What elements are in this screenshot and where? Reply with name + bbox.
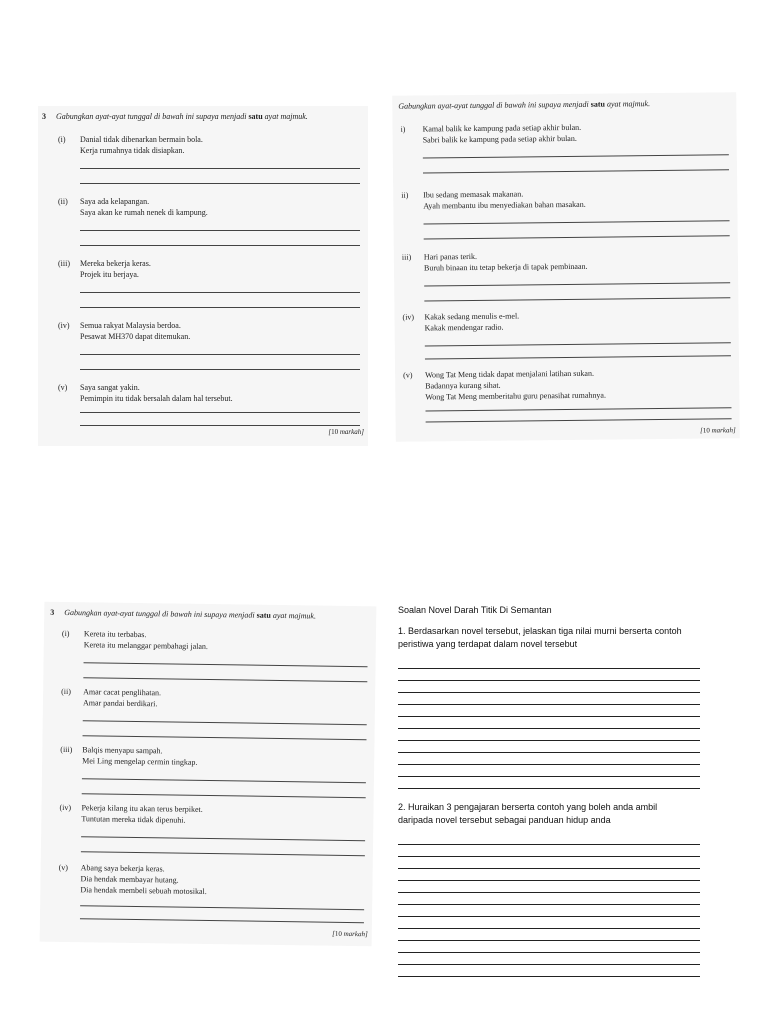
sentence: Ibu sedang memasak makanan. [423,189,524,200]
answer-line [423,154,729,158]
answer-line [398,845,700,857]
answer-line [83,677,367,682]
answer-line [424,220,730,224]
exercise-item [58,862,367,923]
answer-line [398,917,700,929]
exercise-item [403,366,734,422]
sentence: Semua rakyat Malaysia berdoa. [80,321,181,330]
worksheet-scan-1 [38,106,368,446]
answer-line [398,729,700,741]
question-text: 2. Huraikan 3 pengajaran berserta contoh yang boleh anda ambil [398,802,658,812]
answer-line [425,342,731,346]
title-text: Gabungkan ayat-ayat tunggal di bawah ini supaya menjadi [56,112,247,121]
answer-line [426,418,732,422]
question-text: daripada novel tersebut sebagai panduan hidup anda [398,815,611,825]
answer-line [81,851,365,856]
exercise-item [402,308,732,359]
novel-questions [398,604,702,989]
sentence: Tuntutan mereka tidak dipenuhi. [81,814,186,825]
answer-line [80,354,360,355]
item-numeral: (iv) [59,802,72,813]
item-numeral: (iii) [58,259,70,268]
sentence: Saya ada kelapangan. [80,197,150,206]
marks-number: 10 [331,428,339,436]
item-numeral: (ii) [58,197,68,206]
answer-line [80,168,360,169]
worksheet-title [50,608,370,621]
answer-line [80,369,360,370]
answer-line [80,230,360,231]
sentence: Ayah membantu ibu menyediakan bahan masakan. [423,199,586,211]
answer-line [82,793,366,798]
answer-line [398,953,700,965]
exercise-item [58,258,362,308]
answer-line [398,717,700,729]
marks-number: 10 [702,426,710,435]
answer-line [398,905,700,917]
exercise-item [58,320,362,370]
sentence: Kamal balik ke kampung pada setiap akhir bulan. [422,122,582,134]
answer-line [425,355,731,359]
sentence: Saya akan ke rumah nenek di kampung. [80,208,208,217]
answer-line [398,741,700,753]
item-numeral: ii) [401,190,409,200]
item-numeral: (iii) [60,744,73,755]
sentence: Amar cacat penglihatan. [83,687,162,698]
title-bold: satu [590,99,606,109]
sentence: Balqis menyapu sampah. [82,745,163,756]
item-numeral: (iv) [58,321,70,330]
question-text: 1. Berdasarkan novel tersebut, jelaskan tiga nilai murni berserta contoh [398,626,682,636]
sentence: Kerja rumahnya tidak disiapkan. [80,146,185,155]
exercise-item [58,134,362,184]
answer-line [398,777,700,789]
title-bold: satu [248,112,263,121]
answer-line [83,735,367,740]
sentence: Wong Tat Meng tidak dapat menjalani latihan sukan. [425,368,594,380]
marks-word: markah [343,929,366,939]
answer-line [424,235,730,239]
title-text: Gabungkan ayat-ayat tunggal di bawah ini supaya menjadi [398,99,589,111]
answer-line [398,857,700,869]
sentence: Dia hendak membayar hutang. [80,874,179,885]
marks-number: 10 [334,929,342,938]
sentence: Kereta itu melanggar pembahagi jalan. [83,640,209,651]
sentence: Dia hendak membeli sebuah motosikal. [80,885,207,896]
answer-line [80,292,360,293]
exercise-item [61,628,370,682]
answer-lines [398,833,702,977]
answer-line [398,705,700,717]
answer-line [423,169,729,173]
answer-line [398,941,700,953]
sentence: Pemimpin itu tidak bersalah dalam hal tersebut. [80,394,233,403]
worksheet-title [42,112,362,121]
sentence: Buruh binaan itu tetap bekerja di tapak pembinaan. [423,261,588,273]
answer-line [83,720,367,725]
marks-label: [10 markah] [328,428,364,436]
item-numeral: (v) [58,862,69,873]
item-numeral: i) [400,124,406,134]
marks-word: markah [711,426,734,435]
sentence: Pekerja kilang itu akan terus berpiket. [81,803,203,814]
item-numeral: iii) [401,252,412,262]
title-suffix: ayat majmuk. [272,610,317,621]
question-number: 3 [50,607,55,617]
answer-line [80,425,360,426]
sentence: Badannya kurang sihat. [425,380,501,391]
sentence: Hari panas terik. [423,251,478,262]
answer-line [80,905,364,910]
marks-word: markah [339,428,362,436]
exercise-item [61,686,370,740]
marks-label: [10 markah] [700,426,736,435]
exercise-item [59,802,368,856]
answer-line [80,918,364,923]
novel-question-1 [398,625,702,651]
novel-title: Soalan Novel Darah Titik Di Semantan [398,605,552,615]
marks-label: [10 markah] [332,929,368,939]
worksheet-scan-3 [40,602,377,947]
sentence: Wong Tat Meng memberitahu guru penasihat rumahnya. [425,390,606,402]
exercise-item [58,196,362,246]
question-number: 3 [42,112,46,121]
sentence: Pesawat MH370 dapat ditemukan. [80,332,191,341]
sentence: Mereka bekerja keras. [80,259,151,268]
title-suffix: ayat majmuk. [264,112,308,121]
sentence: Mei Ling mengelap cermin tingkap. [82,756,198,767]
answer-line [424,297,730,301]
answer-line [398,965,700,977]
answer-line [84,662,368,667]
sentence: Danial tidak dibenarkan bermain bola. [80,135,203,144]
answer-line [425,407,731,411]
sentence: Kakak sedang menulis e-mel. [424,311,520,322]
item-numeral: (v) [403,370,413,380]
worksheet-title [398,98,730,110]
exercise-item [400,120,731,173]
answer-line [81,836,365,841]
answer-line [398,669,700,681]
answer-line [80,307,360,308]
answer-line [398,881,700,893]
sentence: Kakak mendengar radio. [424,322,504,333]
answer-line [398,657,700,669]
answer-line [80,412,360,413]
answer-line [424,282,730,286]
item-numeral: (i) [61,628,70,639]
title-text: Gabungkan ayat-ayat tunggal di bawah ini supaya menjadi [64,607,255,620]
item-numeral: (i) [58,135,66,144]
sentence: Kereta itu terbabas. [83,629,147,640]
title-bold: satu [256,610,271,620]
exercise-item [401,186,732,239]
answer-line [398,765,700,777]
sentence: Abang saya bekerja keras. [80,863,165,874]
exercise-item [60,744,369,798]
answer-line [398,753,700,765]
answer-line [398,869,700,881]
worksheet-scan-2 [392,92,740,442]
sentence: Saya sangat yakin. [80,383,140,392]
sentence: Amar pandai berdikari. [82,698,158,709]
exercise-item [58,382,362,426]
novel-question-2 [398,801,702,827]
answer-line [398,929,700,941]
sentence: Projek itu berjaya. [80,270,139,279]
answer-line [80,245,360,246]
answer-line [398,693,700,705]
answer-line [80,183,360,184]
item-numeral: (v) [58,383,68,392]
answer-lines [398,657,702,789]
title-suffix: ayat majmuk. [606,99,651,109]
item-numeral: (iv) [402,312,415,322]
answer-line [82,778,366,783]
answer-line [398,833,700,845]
exercise-item [402,248,733,301]
answer-line [398,681,700,693]
sentence: Sabri balik ke kampung pada setiap akhir bulan. [422,133,577,145]
answer-line [398,893,700,905]
item-numeral: (ii) [61,686,71,697]
question-text: peristiwa yang terdapat dalam novel tersebut [398,639,578,649]
